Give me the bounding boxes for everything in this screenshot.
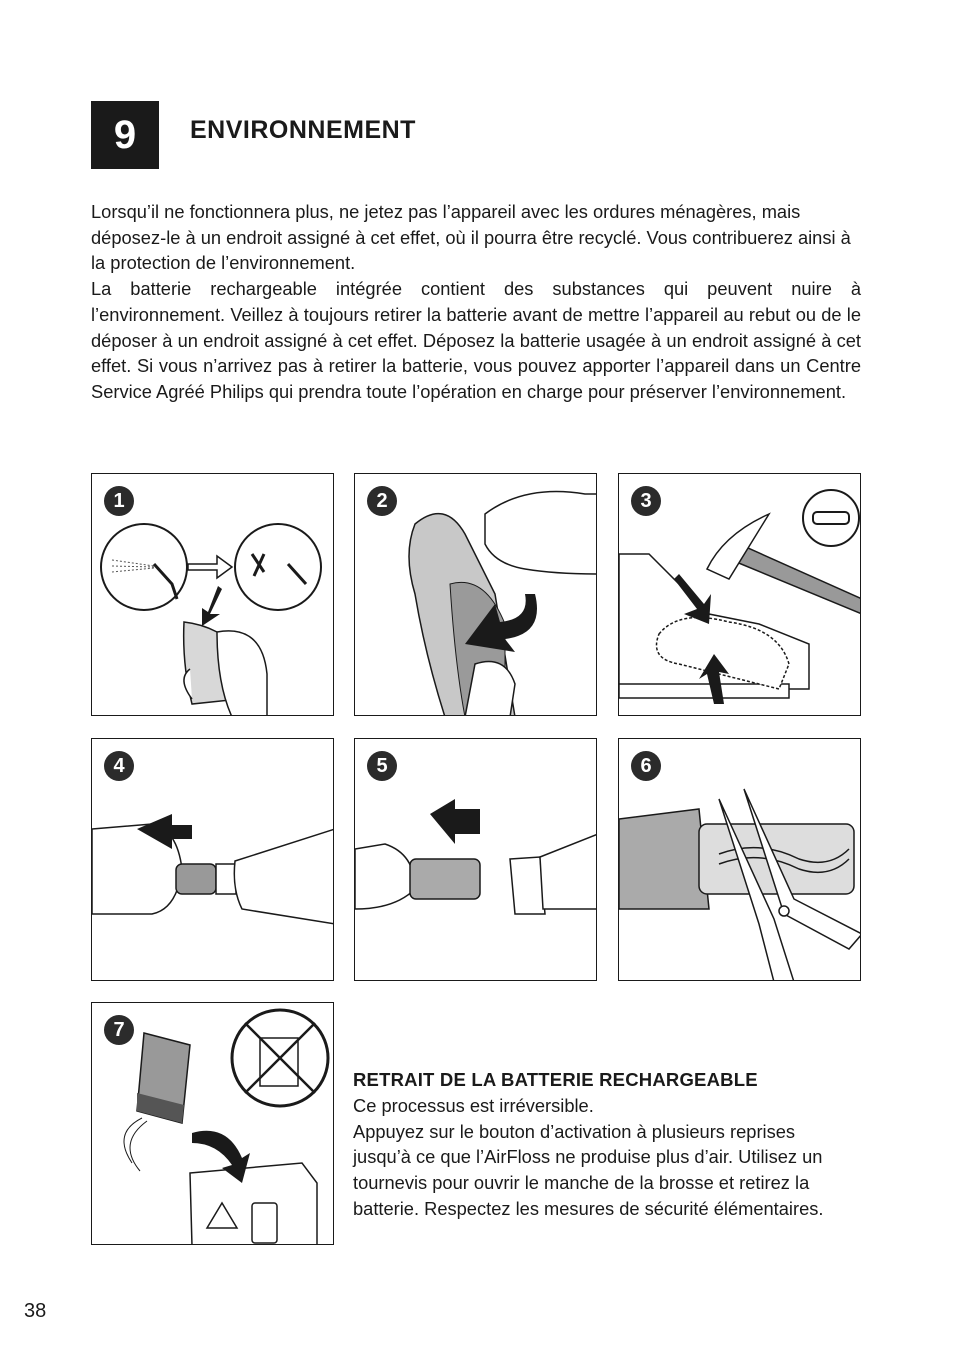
step-number-4: 4 [104,751,134,781]
battery-removal-title: RETRAIT DE LA BATTERIE RECHARGEABLE [353,1069,758,1090]
illustration-step-6 [618,738,861,981]
illustration-step-5 [354,738,597,981]
step-number-2: 2 [367,486,397,516]
illustration-step-3 [618,473,861,716]
step-number-6: 6 [631,751,661,781]
step-number-5: 5 [367,751,397,781]
illustration-step-7 [91,1002,334,1245]
illustration-step-1 [91,473,334,716]
intro-paragraph-2: La batterie rechargeable intégrée contient des substances qui peuvent nuire à l’environnement. Veillez à toujours retirer la batterie avant de mettre l’appareil au rebut ou de le déposer à un endroit assigné à cet effet. Déposez la batterie usagée à un endroit assigné à cet effet. Si vous n’arrivez pas à retirer la batterie, vous pouvez apporter l’appareil dans un Centre Service Agréé Philips qui prendra toute l’opération en charge pour préserver l’environnement. [91,278,861,402]
battery-removal-warning: Ce processus est irréversible. [353,1095,594,1116]
battery-removal-section [353,1069,863,1222]
chapter-number: 9 [113,112,137,157]
page-number: 38 [24,1300,47,1322]
illustration-step-2 [354,473,597,716]
step-number-7: 7 [104,1015,134,1045]
battery-removal-instructions: Appuyez sur le bouton d’activation à plusieurs reprises jusqu’à ce que l’AirFloss ne produise plus d’air. Utilisez un tournevis pour ouvrir le manche de la brosse et retirez la batterie. Respectez les mesures de sécurité élémentaires. [353,1120,824,1219]
illustration-step-4 [91,738,334,981]
chapter-number-box [91,101,159,169]
step-number-3: 3 [631,486,661,516]
step-number-1: 1 [104,486,134,516]
intro-paragraph-1: Lorsqu’il ne fonctionnera plus, ne jetez pas l’appareil avec les ordures ménagères, mais déposez-le à un endroit assigné à cet effet, où il pourra être recyclé. Vous contribuerez ainsi à la protection de l’environnement. [91,201,851,274]
intro-text [91,199,861,405]
chapter-title: ENVIRONNEMENT [190,116,416,144]
